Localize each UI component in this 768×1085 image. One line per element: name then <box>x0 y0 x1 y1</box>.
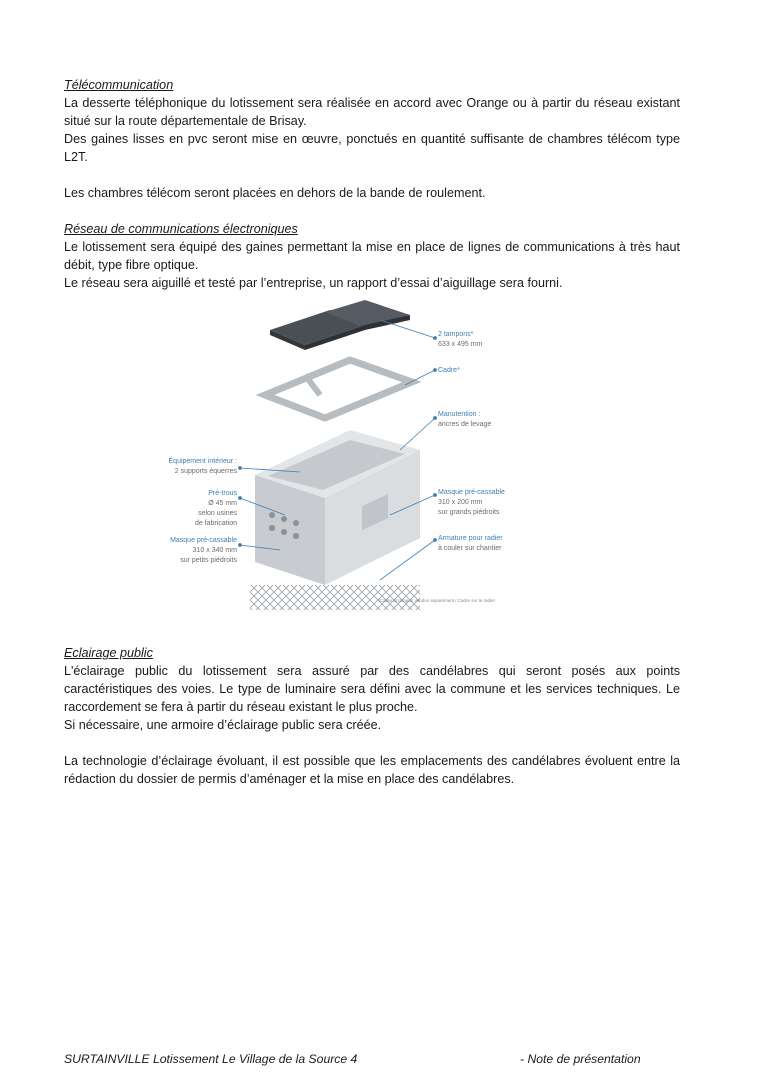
footer-document-type: - Note de présentation <box>520 1052 641 1066</box>
frame-drawing <box>265 360 412 418</box>
label-masque-petit-dim: 310 x 340 mm <box>192 547 237 554</box>
label-masque-grand: Masque pré-cassable <box>438 489 505 496</box>
label-equipement-text: 2 supports équerres <box>174 468 237 475</box>
label-equipement: Équipement intérieur : <box>168 458 237 465</box>
reseau-paragraph-1: Le lotissement sera équipé des gaines permettant la mise en place de lignes de communications à très haut débit, type fibre optique. <box>64 240 680 272</box>
heading-telecommunication: Télécommunication <box>64 78 174 92</box>
telecom-paragraph-2: Des gaines lisses en pvc seront mise en œuvre, ponctués en quantité suffisante de chambres télécom type L2T. <box>64 132 680 164</box>
label-pretrous-1: Ø 45 mm <box>208 500 237 507</box>
telecom-paragraph-1: La desserte téléphonique du lotissement sera réalisée en accord avec Orange ou à partir du réseau existant situé sur la route départementale de Brisay. <box>64 96 680 128</box>
chamber-drawing <box>250 430 420 610</box>
eclairage-paragraph-2: Si nécessaire, une armoire d’éclairage public sera créée. <box>64 718 382 732</box>
label-masque-petit-text: sur petits piédroits <box>180 557 237 564</box>
lighting-section <box>64 644 680 788</box>
label-armature: Armature pour radier <box>438 535 503 542</box>
footer-project-title: SURTAINVILLE Lotissement Le Village de la Source 4 <box>64 1052 358 1066</box>
label-tampons: 2 tampons* <box>438 331 474 338</box>
label-masque-grand-text: sur grands piédroits <box>438 509 500 516</box>
telecom-chamber-diagram <box>150 300 620 615</box>
lids-drawing <box>270 300 410 350</box>
label-manutention-text: ancres de levage <box>438 421 492 428</box>
label-pretrous-2: selon usines <box>198 510 237 517</box>
document-body <box>64 76 680 292</box>
reseau-paragraph-2: Le réseau sera aiguillé et testé par l’entreprise, un rapport d’essai d’aiguillage sera fourni. <box>64 276 563 290</box>
label-pretrous: Pré-trous <box>208 490 237 497</box>
label-tampons-dim: 633 x 495 mm <box>438 341 483 348</box>
figure-note: *Cadre et tampon vendus séparément / Cadre sur le radier <box>378 598 496 603</box>
label-masque-grand-dim: 310 x 200 mm <box>438 499 483 506</box>
eclairage-paragraph-1: L'éclairage public du lotissement sera assuré par des candélabres qui seront posés aux points caractéristiques des voies. Le type de luminaire sera défini avec la commune et les services techniques. Le raccordement se fera à partir du réseau existant le plus proche. <box>64 664 680 714</box>
eclairage-paragraph-3: La technologie d’éclairage évoluant, il est possible que les emplacements des candélabres évoluent entre la rédaction du dossier de permis d’aménager et la mise en place des candélabres. <box>64 754 680 786</box>
heading-reseau: Réseau de communications électroniques <box>64 222 298 236</box>
heading-eclairage: Eclairage public <box>64 646 153 660</box>
label-pretrous-3: de fabrication <box>194 520 237 527</box>
label-manutention: Manutention : <box>438 411 481 418</box>
telecom-paragraph-3: Les chambres télécom seront placées en dehors de la bande de roulement. <box>64 186 486 200</box>
label-masque-petit: Masque pré-cassable <box>170 537 237 544</box>
label-armature-text: à couler sur chantier <box>438 545 502 552</box>
label-cadre: Cadre* <box>438 367 460 374</box>
